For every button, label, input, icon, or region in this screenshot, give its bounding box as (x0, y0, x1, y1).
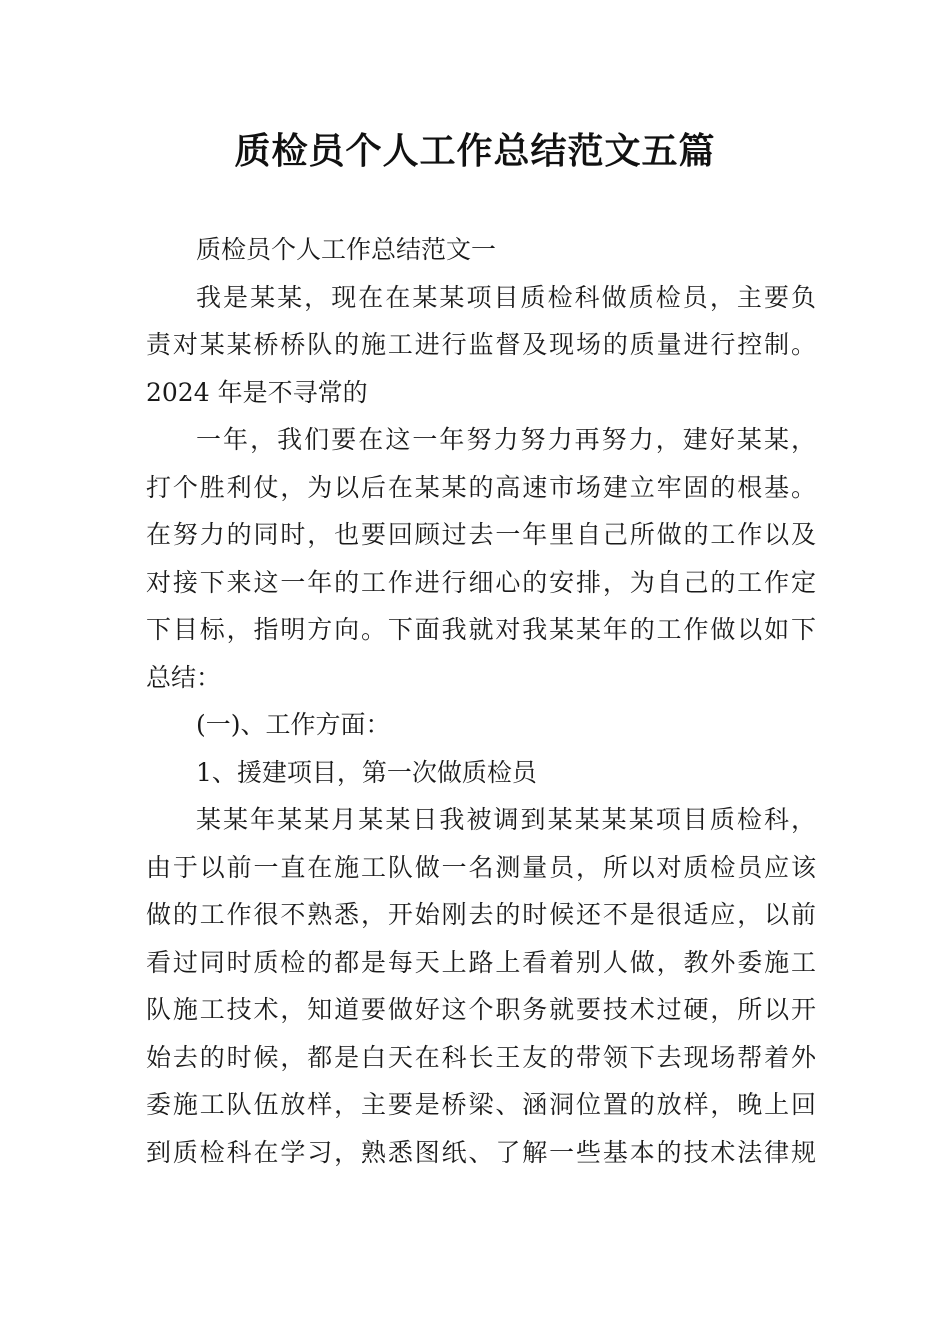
paragraph-line: 2024 年是不寻常的 (146, 377, 368, 407)
paragraph-line: 到质检科在学习，熟悉图纸、了解一些基本的技术法律规 (146, 1137, 816, 1167)
paragraph-line: 某某年某某月某某日我被调到某某某某项目质检科， (196, 805, 816, 834)
paragraph-line: 下目标，指明方向。下面我就对我某某年的工作做以如下 (146, 615, 816, 644)
subsection-heading: 1、援建项目，第一次做质检员 (196, 757, 537, 787)
paragraph-line: 在努力的同时，也要回顾过去一年里自己所做的工作以及 (146, 520, 816, 549)
paragraph-line: 我是某某，现在在某某项目质检科做质检员，主要负 (196, 282, 816, 312)
document-title: 质检员个人工作总结范文五篇 (234, 131, 716, 172)
paragraph-line: 对接下来这一年的工作进行细心的安排，为自己的工作定 (146, 567, 816, 597)
section-heading: 质检员个人工作总结范文一 (196, 235, 497, 264)
paragraph-line: 总结： (146, 662, 222, 692)
paragraph-line: 始去的时候，都是白天在科长王友的带领下去现场帮着外 (146, 1042, 816, 1072)
paragraph-line: 委施工队伍放样，主要是桥梁、涵洞位置的放样，晚上回 (146, 1090, 816, 1119)
paragraph-line: 责对某某桥桥队的施工进行监督及现场的质量进行控制。 (146, 330, 816, 359)
paragraph-line: 队施工技术，知道要做好这个职务就要技术过硬，所以开 (146, 995, 816, 1024)
section-heading: (一)、工作方面： (196, 710, 391, 739)
paragraph-line: 打个胜利仗，为以后在某某的高速市场建立牢固的根基。 (146, 472, 816, 502)
paragraph-line: 看过同时质检的都是每天上路上看着别人做，教外委施工 (146, 947, 816, 977)
paragraph-line: 做的工作很不熟悉，开始刚去的时候还不是很适应，以前 (146, 900, 816, 929)
paragraph-line: 由于以前一直在施工队做一名测量员，所以对质检员应该 (146, 852, 816, 882)
paragraph-line: 一年，我们要在这一年努力努力再努力，建好某某， (196, 425, 816, 454)
document-body (146, 226, 816, 1176)
